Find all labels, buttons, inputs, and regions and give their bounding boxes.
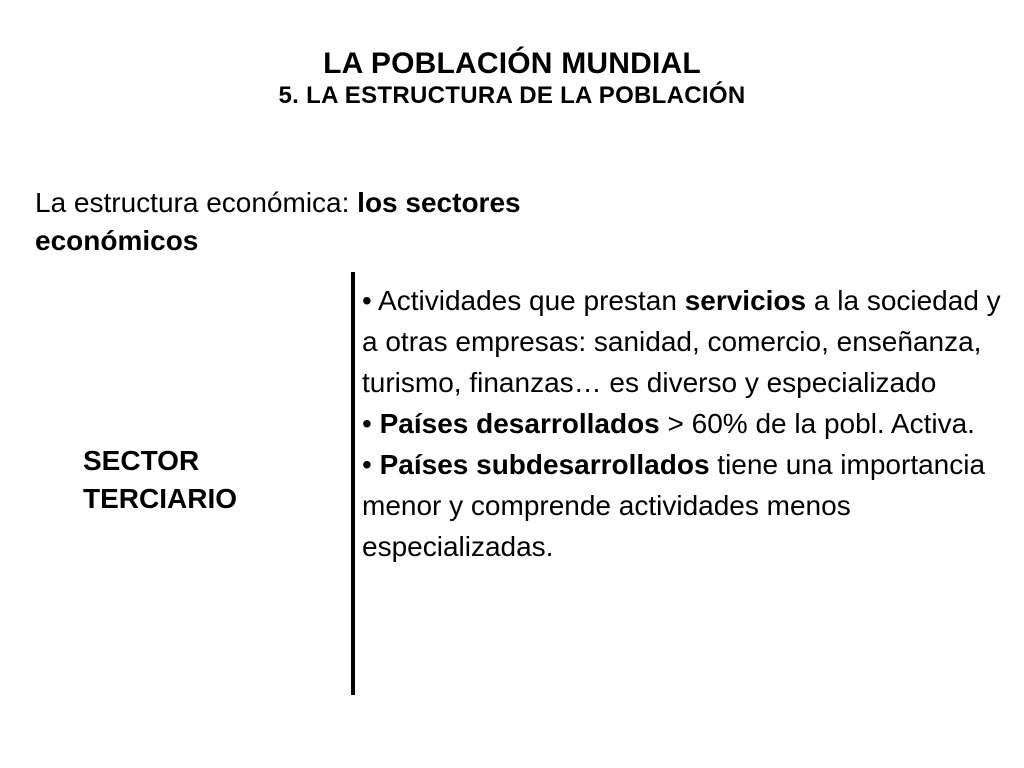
bullet-marker: • — [362, 285, 372, 316]
bullet-text-after: > 60% de la pobl. Activa. — [659, 408, 975, 439]
bullet-text-before: Actividades que prestan — [371, 285, 685, 316]
sector-label-line2: TERCIARIO — [83, 483, 237, 514]
bullet-text-after: a la sociedad y a otras empresas: sanidad, comercio, enseñanza, turismo, finanzas… es diverso y especializado — [362, 285, 1001, 398]
bullet-text-before — [372, 449, 380, 480]
bullet-item-underdeveloped — [362, 444, 1002, 567]
bullet-marker: • — [362, 408, 372, 439]
bullet-text-before — [372, 408, 380, 439]
intro-text — [35, 184, 655, 260]
vertical-divider — [351, 272, 355, 695]
bullet-text-bold: Países desarrollados — [379, 408, 660, 439]
header — [0, 46, 1024, 110]
page-subtitle: 5. LA ESTRUCTURA DE LA POBLACIÓN — [278, 82, 746, 109]
intro-bold: los sectores económicos — [35, 187, 521, 256]
page-title: LA POBLACIÓN MUNDIAL — [323, 47, 701, 80]
intro-regular: La estructura económica: — [35, 187, 358, 218]
bullet-item-services — [362, 280, 1002, 403]
bullet-text-bold: Países subdesarrollados — [379, 449, 710, 480]
sector-label-line1: SECTOR — [83, 445, 200, 476]
bullet-list — [362, 280, 1002, 567]
sector-label — [83, 442, 237, 518]
bullet-marker: • — [362, 449, 372, 480]
bullet-item-developed — [362, 403, 1002, 444]
bullet-text-bold: servicios — [684, 285, 807, 316]
bullet-text-after: tiene una importancia menor y comprende actividades menos especializadas. — [362, 449, 986, 562]
